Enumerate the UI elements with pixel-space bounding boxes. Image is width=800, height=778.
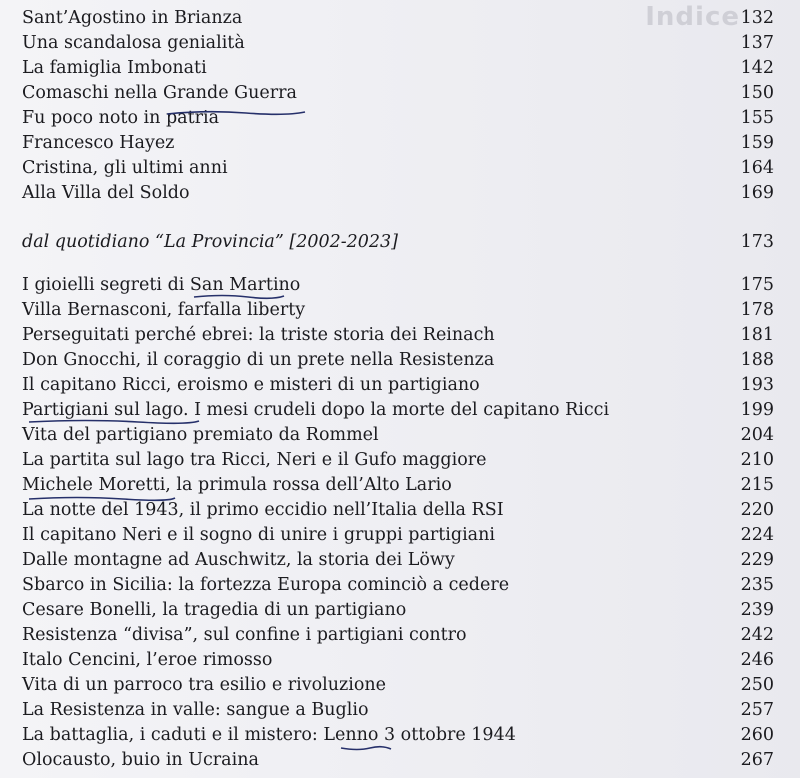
toc-title: Olocausto, buio in Ucraina <box>22 750 259 770</box>
toc-row <box>22 523 774 548</box>
toc-page-number: 169 <box>740 183 774 203</box>
toc-title: Comaschi nella Grande Guerra <box>22 83 297 103</box>
toc-page-number: 220 <box>740 500 774 520</box>
toc-title: Sant’Agostino in Brianza <box>22 8 243 28</box>
toc-page-number: 193 <box>740 375 774 395</box>
toc-page-number: 155 <box>740 108 774 128</box>
toc-page-number: 181 <box>740 325 774 345</box>
toc-title: Alla Villa del Soldo <box>22 183 190 203</box>
toc-page-number: 204 <box>740 425 774 445</box>
toc-section <box>22 230 774 255</box>
toc-title: Don Gnocchi, il coraggio di un prete nella Resistenza <box>22 350 495 370</box>
toc-title: Francesco Hayez <box>22 133 175 153</box>
toc-row <box>22 6 774 31</box>
toc-page-number: 239 <box>740 600 774 620</box>
toc-row <box>22 31 774 56</box>
toc-row <box>22 448 774 473</box>
toc-row <box>22 323 774 348</box>
toc-page-number: 250 <box>740 675 774 695</box>
toc-page-number: 235 <box>740 575 774 595</box>
toc-title: Cristina, gli ultimi anni <box>22 158 228 178</box>
toc-page-number: 260 <box>740 725 774 745</box>
toc-title: Perseguitati perché ebrei: la triste storia dei Reinach <box>22 325 495 345</box>
toc-row <box>22 131 774 156</box>
toc-row <box>22 81 774 106</box>
toc-page-number: 175 <box>740 275 774 295</box>
toc-page-number: 150 <box>740 83 774 103</box>
toc-title: Sbarco in Sicilia: la fortezza Europa cominciò a cedere <box>22 575 510 595</box>
toc-title: Vita del partigiano premiato da Rommel <box>22 425 379 445</box>
toc-row <box>22 623 774 648</box>
toc-row <box>22 348 774 373</box>
toc-page-number: 210 <box>740 450 774 470</box>
toc-title: La Resistenza in valle: sangue a Buglio <box>22 700 369 720</box>
toc-title: Il capitano Ricci, eroismo e misteri di un partigiano <box>22 375 480 395</box>
toc-title: Fu poco noto in patria <box>22 108 220 128</box>
toc-row <box>22 748 774 773</box>
toc-title: Resistenza “divisa”, sul confine i partigiani contro <box>22 625 467 645</box>
section-page-number: 173 <box>740 232 774 252</box>
toc-page-number: 132 <box>740 8 774 28</box>
toc-page-number: 159 <box>740 133 774 153</box>
toc-page-number: 229 <box>740 550 774 570</box>
toc-row <box>22 673 774 698</box>
toc-title: Una scandalosa genialità <box>22 33 245 53</box>
toc-row <box>22 181 774 206</box>
toc-title: Cesare Bonelli, la tragedia di un partigiano <box>22 600 407 620</box>
toc-page-number: 137 <box>740 33 774 53</box>
toc-page-number: 199 <box>740 400 774 420</box>
toc-row <box>22 548 774 573</box>
toc-title: Michele Moretti, la primula rossa dell’Alto Lario <box>22 475 452 495</box>
toc-row <box>22 373 774 398</box>
toc-title: Dalle montagne ad Auschwitz, la storia dei Löwy <box>22 550 455 570</box>
toc-title: La famiglia Imbonati <box>22 58 207 78</box>
toc-title: La notte del 1943, il primo eccidio nell’Italia della RSI <box>22 500 504 520</box>
toc-page-number: 257 <box>740 700 774 720</box>
toc-page-number: 142 <box>740 58 774 78</box>
index-heading: Indice <box>645 2 740 32</box>
toc-row <box>22 473 774 498</box>
toc-page-number: 215 <box>740 475 774 495</box>
toc-page-number: 246 <box>740 650 774 670</box>
toc-row <box>22 698 774 723</box>
toc-page-number: 188 <box>740 350 774 370</box>
toc-row <box>22 273 774 298</box>
toc-page-number: 178 <box>740 300 774 320</box>
section-heading-row <box>22 230 774 255</box>
toc-title: Italo Cencini, l’eroe rimosso <box>22 650 273 670</box>
toc-title: Villa Bernasconi, farfalla liberty <box>22 300 306 320</box>
toc-block-1 <box>22 6 774 206</box>
toc-row <box>22 573 774 598</box>
toc-row <box>22 598 774 623</box>
toc-row <box>22 56 774 81</box>
toc-page-number: 224 <box>740 525 774 545</box>
toc-block-2 <box>22 273 774 773</box>
toc-title: Il capitano Neri e il sogno di unire i gruppi partigiani <box>22 525 495 545</box>
toc-title: Partigiani sul lago. I mesi crudeli dopo la morte del capitano Ricci <box>22 400 610 420</box>
toc-page-number: 164 <box>740 158 774 178</box>
section-title: dal quotidiano “La Provincia” [2002-2023] <box>22 232 399 252</box>
toc-row <box>22 648 774 673</box>
toc-page-number: 267 <box>740 750 774 770</box>
toc-row <box>22 723 774 748</box>
toc-title: Vita di un parroco tra esilio e rivoluzione <box>22 675 386 695</box>
toc-row <box>22 498 774 523</box>
toc-row <box>22 156 774 181</box>
toc-title: La partita sul lago tra Ricci, Neri e il Gufo maggiore <box>22 450 487 470</box>
toc-title: La battaglia, i caduti e il mistero: Lenno 3 ottobre 1944 <box>22 725 516 745</box>
toc-row <box>22 398 774 423</box>
toc-row <box>22 106 774 131</box>
toc-row <box>22 298 774 323</box>
toc-title: I gioielli segreti di San Martino <box>22 275 301 295</box>
toc-row <box>22 423 774 448</box>
toc-page-number: 242 <box>740 625 774 645</box>
